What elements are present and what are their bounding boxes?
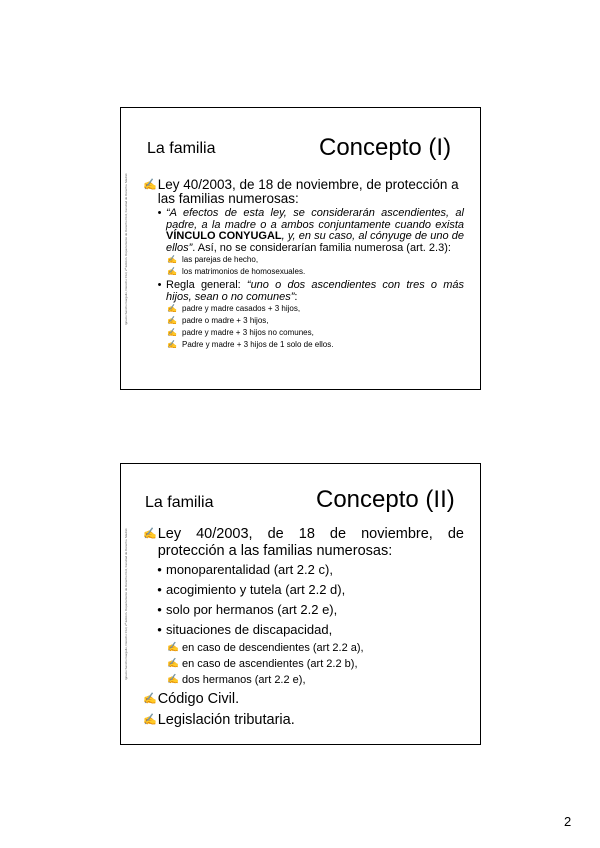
list-item: ✍ en caso de ascendientes (art 2.2 b), [167,658,358,670]
writing-hand-icon: ✍ [167,642,179,653]
writing-hand-icon: ✍ [143,714,157,726]
bullet-dot-icon: • [157,279,162,291]
slide-concepto-2 [120,463,481,745]
list-item: ✍ en caso de descendientes (art 2.2 a), [167,642,364,654]
general-rule-bullet: • Regla general: “uno o dos ascendientes con tres o más hijos, sean o no comunes”: [143,280,464,303]
slide-title: Concepto (II) [316,486,455,513]
side-credit: Ignacio Sancho Gargallo, Derecho Civil, 2ª Edición. Departamento de Derecho Civil, Facultad de Derecho. Madrid. [124,527,128,681]
slide-subtitle: La familia [145,494,214,511]
bullet-dot-icon: • [157,562,162,577]
page-number: 2 [564,814,572,829]
writing-hand-icon: ✍ [167,255,177,264]
slide-content [143,178,464,351]
bullet-dot-icon: • [157,207,162,219]
list-item: ✍ Padre y madre + 3 hijos de 1 solo de ellos. [167,340,334,349]
writing-hand-icon: ✍ [143,179,157,191]
writing-hand-icon: ✍ [167,316,177,325]
writing-hand-icon: ✍ [143,528,157,540]
slide-subtitle: La familia [147,140,216,157]
writing-hand-icon: ✍ [143,693,157,705]
writing-hand-icon: ✍ [167,340,177,349]
list-item: • monoparentalidad (art 2.2 c), [143,560,464,580]
writing-hand-icon: ✍ [167,658,179,669]
list-item: ✍ dos hermanos (art 2.2 e), [167,674,306,686]
writing-hand-icon: ✍ [167,267,177,276]
side-credit: Ignacio Sancho Gargallo, Derecho Civil, 2ª Edición. Departamento de Derecho Civil, Facultad de Derecho. Madrid. [124,172,128,325]
law-bullet: ✍ Ley 40/2003, de 18 de noviembre, de protección a las familias numerosas: [143,526,464,559]
slide-content [143,526,464,730]
slide-concepto-1 [120,107,481,390]
list-item: ✍ padre y madre + 3 hijos no comunes, [167,328,314,337]
list-item: ✍ padre o madre + 3 hijos, [167,316,269,325]
legislacion-tributaria-bullet: ✍ Legislación tributaria. [143,712,295,728]
slide-title: Concepto (I) [319,134,452,161]
list-item: • acogimiento y tutela (art 2.2 d), [143,580,464,600]
list-item: ✍ las parejas de hecho, [167,255,259,264]
bullet-dot-icon: • [157,602,162,617]
bullet-dot-icon: • [157,622,162,637]
law-bullet: ✍ Ley 40/2003, de 18 de noviembre, de protección a las familias numerosas: [143,177,459,206]
bullet-dot-icon: • [157,582,162,597]
writing-hand-icon: ✍ [167,674,179,685]
definition-bullet: • “A efectos de esta ley, se considerarán ascendientes, al padre, a la madre o a ambos conjuntamente cuando exista VÍNCULO CONYUGAL, y, en su caso, al cónyuge de uno de ellos”. Así, no se considerarían familia numerosa (art. 2.3): [143,208,464,254]
list-item: • solo por hermanos (art 2.2 e), [143,600,464,620]
list-item: ✍ padre y madre casados + 3 hijos, [167,304,301,313]
writing-hand-icon: ✍ [167,304,177,313]
list-item: • situaciones de discapacidad, [143,620,464,640]
list-item: ✍ los matrimonios de homosexuales. [167,267,306,276]
writing-hand-icon: ✍ [167,328,177,337]
codigo-civil-bullet: ✍ Código Civil. [143,691,240,707]
